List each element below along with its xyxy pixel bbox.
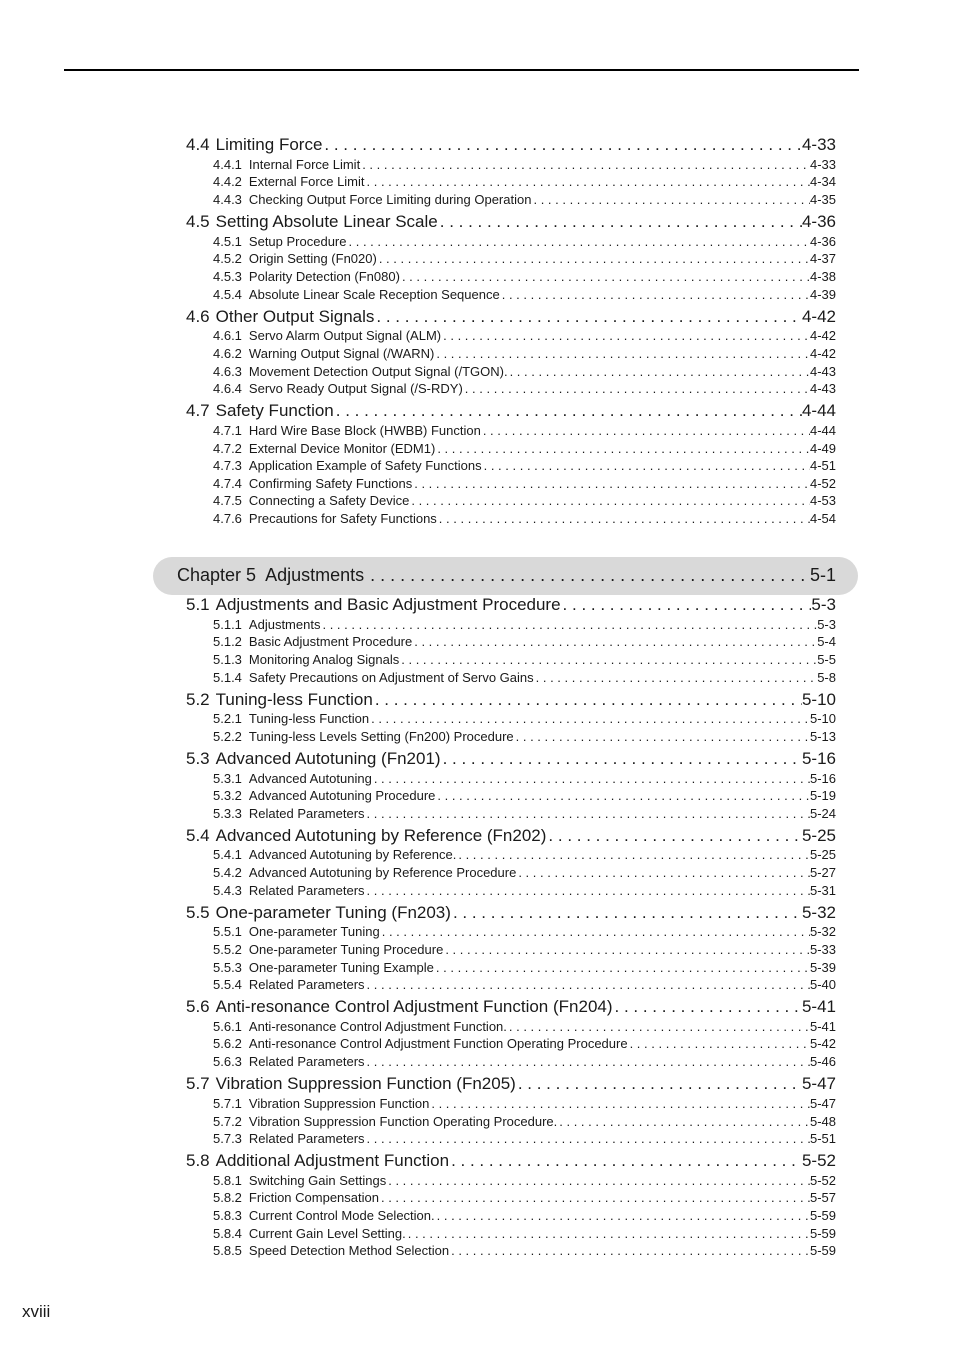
toc-entry-number: 5.2.1 (213, 711, 242, 726)
toc-entry-title: Tuning-less Function (215, 690, 373, 709)
toc-entry-title: Related Parameters (248, 1054, 365, 1069)
toc-section[interactable] (186, 307, 836, 329)
toc-subsection[interactable] (213, 364, 836, 381)
leader-dots (441, 328, 810, 343)
toc-entry-title: Related Parameters (248, 1131, 365, 1146)
toc-entry-title: Safety Precautions on Adjustment of Servo Gains (248, 670, 534, 685)
toc-subsection[interactable] (213, 346, 836, 363)
toc-entry-title: Additional Adjustment Function (215, 1151, 450, 1170)
toc-entry-title: Adjustments (248, 617, 321, 632)
leader-dots (373, 690, 802, 710)
leader-dots (379, 1190, 810, 1205)
toc-entry-page: 5-16 (809, 771, 836, 786)
toc-subsection[interactable] (213, 423, 836, 440)
toc-entry-page: 5-40 (809, 977, 836, 992)
toc-entry-title: One-parameter Tuning (248, 924, 380, 939)
toc-entry-title: Advanced Autotuning (248, 771, 372, 786)
toc-subsection[interactable] (213, 1036, 836, 1053)
toc-entry-number: 4.6.2 (213, 346, 242, 361)
toc-entry-number: 5.8.2 (213, 1190, 242, 1205)
toc-entry-number: 5.3 (186, 749, 210, 768)
toc-entry-number: 4.4.1 (213, 157, 242, 172)
toc-subsection[interactable] (213, 1173, 836, 1190)
toc-entry-title: Adjustments and Basic Adjustment Procedure (215, 595, 561, 614)
toc-entry-number: 4.7.6 (213, 511, 242, 526)
toc-entry-title: Limiting Force (215, 135, 323, 154)
toc-subsection[interactable] (213, 269, 836, 286)
toc-entry-page: 5-52 (801, 1151, 836, 1170)
leader-dots (435, 441, 810, 456)
toc-entry-page: 4-36 (809, 234, 836, 249)
leader-dots (438, 212, 802, 232)
toc-entry-title: Absolute Linear Scale Reception Sequence (248, 287, 500, 302)
toc-entry-title: Tuning-less Levels Setting (Fn200) Procedure (248, 729, 514, 744)
toc-subsection[interactable] (213, 192, 836, 209)
toc-entry-page: 5-8 (817, 670, 836, 685)
chapter-page: 5-1 (809, 565, 836, 585)
toc-subsection[interactable] (213, 960, 836, 977)
toc-entry-title: External Device Monitor (EDM1) (248, 441, 436, 456)
toc-subsection[interactable] (213, 942, 836, 959)
toc-entry-number: 4.6.4 (213, 381, 242, 396)
toc-entry-number: 5.5 (186, 903, 210, 922)
toc-entry-number: 5.7 (186, 1074, 210, 1093)
toc-entry-number: 4.7 (186, 401, 210, 420)
toc-subsection[interactable] (213, 711, 836, 728)
toc-entry-number: 5.6.3 (213, 1054, 242, 1069)
leader-dots (347, 234, 810, 249)
toc-entry-page: 4-33 (801, 135, 836, 154)
toc-entry-number: 5.8.5 (213, 1243, 242, 1258)
leader-dots (507, 1019, 810, 1034)
leader-dots (531, 192, 810, 207)
toc-entry-page: 5-32 (801, 903, 836, 922)
toc-entry-number: 5.5.2 (213, 942, 242, 957)
toc-subsection[interactable] (213, 441, 836, 458)
toc-subsection[interactable] (213, 865, 836, 882)
toc-entry-page: 5-13 (809, 729, 836, 744)
toc-entry-number: 5.6.2 (213, 1036, 242, 1051)
toc-subsection[interactable] (213, 788, 836, 805)
leader-dots (516, 1074, 802, 1094)
toc-entry-page: 5-5 (817, 652, 836, 667)
leader-dots (365, 883, 810, 898)
toc-entry-page: 4-51 (809, 458, 836, 473)
toc-subsection[interactable] (213, 511, 836, 528)
toc-entry-number: 5.8.4 (213, 1226, 242, 1241)
toc-section[interactable] (186, 749, 836, 771)
toc-entry-number: 5.8.3 (213, 1208, 242, 1223)
toc-entry-title: Origin Setting (Fn020) (248, 251, 377, 266)
toc-entry-page: 5-31 (809, 883, 836, 898)
toc-entry-page: 5-16 (801, 749, 836, 768)
leader-dots (561, 595, 812, 615)
toc-entry-title: Advanced Autotuning Procedure (248, 788, 436, 803)
toc-entry-title: Setting Absolute Linear Scale (215, 212, 438, 231)
toc-entry-number: 4.6.3 (213, 364, 242, 379)
toc-section[interactable] (186, 1151, 836, 1173)
toc-entry-title: One-parameter Tuning (Fn203) (215, 903, 451, 922)
toc-entry-page: 4-53 (809, 493, 836, 508)
toc-entry-title: Vibration Suppression Function Operating Procedure. (248, 1114, 558, 1129)
toc-subsection[interactable] (213, 617, 836, 634)
leader-dots (500, 287, 810, 302)
toc-entry-title: Related Parameters (248, 806, 365, 821)
toc-entry-page: 5-27 (809, 865, 836, 880)
leader-dots (613, 997, 802, 1017)
toc-entry-page: 4-54 (809, 511, 836, 526)
toc-entry-number: 5.4.2 (213, 865, 242, 880)
toc-subsection[interactable] (213, 476, 836, 493)
toc-entry-page: 4-43 (809, 381, 836, 396)
toc-entry-title: Application Example of Safety Functions (248, 458, 482, 473)
toc-subsection[interactable] (213, 771, 836, 788)
toc-entry-number: 5.8.1 (213, 1173, 242, 1188)
toc-entry-number: 4.5 (186, 212, 210, 231)
toc-subsection[interactable] (213, 234, 836, 251)
leader-dots (365, 806, 810, 821)
toc-entry-page: 5-59 (809, 1243, 836, 1258)
leader-dots (429, 1096, 810, 1111)
toc-entry-title: Friction Compensation (248, 1190, 379, 1205)
toc-section[interactable] (186, 997, 836, 1019)
leader-dots (449, 1243, 810, 1258)
toc-subsection[interactable] (213, 634, 836, 651)
leader-dots (508, 364, 810, 379)
toc-entry-title: Advanced Autotuning (Fn201) (215, 749, 441, 768)
leader-dots (365, 977, 810, 992)
toc-subsection[interactable] (213, 670, 836, 687)
toc-entry-number: 5.6.1 (213, 1019, 242, 1034)
toc-entry-number: 4.4.2 (213, 174, 242, 189)
toc-entry-title: Servo Ready Output Signal (/S-RDY) (248, 381, 463, 396)
toc-entry-number: 4.7.5 (213, 493, 242, 508)
toc-entry-number: 5.3.1 (213, 771, 242, 786)
toc-entry-page: 5-32 (809, 924, 836, 939)
toc-entry-title: Movement Detection Output Signal (/TGON). (248, 364, 508, 379)
toc-entry-title: Anti-resonance Control Adjustment Function. (248, 1019, 507, 1034)
toc-subsection[interactable] (213, 977, 836, 994)
toc-subsection[interactable] (213, 924, 836, 941)
toc-entry-title: Polarity Detection (Fn080) (248, 269, 400, 284)
toc-section[interactable] (186, 401, 836, 423)
leader-dots (360, 157, 810, 172)
toc-entry-number: 4.6 (186, 307, 210, 326)
leader-dots (322, 135, 802, 155)
leader-dots (374, 307, 802, 327)
toc-subsection[interactable] (213, 652, 836, 669)
toc-entry-title: Basic Adjustment Procedure (248, 634, 413, 649)
leader-dots (437, 511, 810, 526)
page-number: xviii (22, 1302, 51, 1321)
chapter-title: Adjustments (265, 565, 365, 585)
toc-entry-title: Other Output Signals (215, 307, 375, 326)
toc-chapter-heading[interactable] (177, 565, 836, 589)
toc-entry-number: 5.1.3 (213, 652, 242, 667)
toc-entry-number: 4.7.3 (213, 458, 242, 473)
toc-entry-number: 5.5.4 (213, 977, 242, 992)
toc-subsection[interactable] (213, 174, 836, 191)
toc-entry-page: 4-42 (809, 328, 836, 343)
toc-entry-page: 4-44 (801, 401, 836, 420)
leader-dots (628, 1036, 810, 1051)
toc-entry-page: 5-48 (809, 1114, 836, 1129)
leader-dots (372, 771, 810, 786)
toc-entry-page: 4-34 (809, 174, 836, 189)
leader-dots (377, 251, 810, 266)
toc-entry-title: Vibration Suppression Function (248, 1096, 430, 1111)
toc-entry-number: 5.2.2 (213, 729, 242, 744)
header-rule (64, 69, 859, 71)
leader-dots (516, 865, 810, 880)
toc-entry-title: Advanced Autotuning by Reference Procedure (248, 865, 517, 880)
toc-subsection[interactable] (213, 1208, 836, 1225)
toc-entry-number: 5.1.4 (213, 670, 242, 685)
toc-entry-page: 4-42 (801, 307, 836, 326)
toc-entry-page: 4-39 (809, 287, 836, 302)
toc-subsection[interactable] (213, 1114, 836, 1131)
leader-dots (412, 476, 810, 491)
toc-section[interactable] (186, 595, 836, 617)
toc-entry-page: 5-24 (809, 806, 836, 821)
toc-subsection[interactable] (213, 883, 836, 900)
toc-entry-number: 5.4.1 (213, 847, 242, 862)
toc-entry-number: 5.3.2 (213, 788, 242, 803)
toc-entry-title: Precautions for Safety Functions (248, 511, 437, 526)
toc-entry-number: 5.7.2 (213, 1114, 242, 1129)
toc-entry-number: 5.1 (186, 595, 210, 614)
toc-entry-title: Hard Wire Base Block (HWBB) Function (248, 423, 481, 438)
toc-entry-page: 5-39 (809, 960, 836, 975)
toc-subsection[interactable] (213, 1131, 836, 1148)
leader-dots (443, 942, 810, 957)
toc-entry-number: 5.1.2 (213, 634, 242, 649)
toc-entry-number: 4.6.1 (213, 328, 242, 343)
leader-dots (514, 729, 810, 744)
toc-entry-number: 5.8 (186, 1151, 210, 1170)
toc-subsection[interactable] (213, 381, 836, 398)
toc-entry-page: 4-44 (809, 423, 836, 438)
toc-entry-page: 4-37 (809, 251, 836, 266)
toc-section[interactable] (186, 135, 836, 157)
toc-section[interactable] (186, 903, 836, 925)
toc-entry-title: Anti-resonance Control Adjustment Function (Fn204) (215, 997, 613, 1016)
toc-entry-title: Related Parameters (248, 883, 365, 898)
leader-dots (406, 1226, 810, 1241)
toc-section[interactable] (186, 826, 836, 848)
toc-entry-page: 4-33 (809, 157, 836, 172)
toc-subsection[interactable] (213, 251, 836, 268)
toc-entry-title: Speed Detection Method Selection (248, 1243, 450, 1258)
toc-subsection[interactable] (213, 1096, 836, 1113)
chapter-number: Chapter 5 (177, 565, 257, 585)
toc-entry-page: 5-3 (811, 595, 836, 614)
leader-dots (400, 269, 810, 284)
toc-entry-number: 4.5.4 (213, 287, 242, 302)
toc-entry-title: Connecting a Safety Device (248, 493, 410, 508)
leader-dots (482, 458, 810, 473)
toc-entry-page: 5-47 (801, 1074, 836, 1093)
leader-dots (386, 1173, 810, 1188)
leader-dots (481, 423, 810, 438)
leader-dots (434, 960, 810, 975)
leader-dots (365, 174, 810, 189)
toc-entry-title: One-parameter Tuning Procedure (248, 942, 444, 957)
toc-subsection[interactable] (213, 287, 836, 304)
toc-subsection[interactable] (213, 1243, 836, 1260)
toc-entry-title: Servo Alarm Output Signal (ALM) (248, 328, 442, 343)
toc-entry-title: Current Gain Level Setting. (248, 1226, 406, 1241)
toc-entry-page: 5-59 (809, 1208, 836, 1223)
toc-entry-page: 5-57 (809, 1190, 836, 1205)
toc-entry-title: Switching Gain Settings (248, 1173, 387, 1188)
toc-entry-page: 4-38 (809, 269, 836, 284)
toc-entry-title: Tuning-less Function (248, 711, 370, 726)
toc-entry-title: Related Parameters (248, 977, 365, 992)
leader-dots (441, 749, 802, 769)
leader-dots (365, 1131, 810, 1146)
toc-entry-page: 5-3 (817, 617, 836, 632)
toc-subsection[interactable] (213, 1190, 836, 1207)
toc-subsection[interactable] (213, 157, 836, 174)
toc-entry-number: 4.5.1 (213, 234, 242, 249)
toc-entry-page: 5-47 (809, 1096, 836, 1111)
toc-entry-number: 5.2 (186, 690, 210, 709)
toc-entry-page: 5-52 (809, 1173, 836, 1188)
toc-entry-page: 5-33 (809, 942, 836, 957)
toc-subsection[interactable] (213, 458, 836, 475)
toc-entry-number: 5.4 (186, 826, 210, 845)
leader-dots (434, 346, 810, 361)
toc-section[interactable] (186, 212, 836, 234)
toc-entry-page: 5-19 (809, 788, 836, 803)
leader-dots (463, 381, 810, 396)
toc-entry-page: 4-36 (801, 212, 836, 231)
toc-entry-number: 4.5.2 (213, 251, 242, 266)
toc-subsection[interactable] (213, 729, 836, 746)
toc-entry-number: 4.4 (186, 135, 210, 154)
toc-entry-number: 5.1.1 (213, 617, 242, 632)
toc-entry-title: One-parameter Tuning Example (248, 960, 434, 975)
toc-entry-number: 4.5.3 (213, 269, 242, 284)
toc-entry-title: Vibration Suppression Function (Fn205) (215, 1074, 516, 1093)
toc-section[interactable] (186, 1074, 836, 1096)
toc-entry-number: 4.4.3 (213, 192, 242, 207)
leader-dots (369, 711, 810, 726)
toc-entry-page: 5-41 (801, 997, 836, 1016)
toc-entry-number: 5.5.1 (213, 924, 242, 939)
leader-dots (557, 1114, 810, 1129)
toc-entry-title: Warning Output Signal (/WARN) (248, 346, 435, 361)
leader-dots (399, 652, 817, 667)
toc-entry-page: 5-51 (809, 1131, 836, 1146)
toc-entry-title: Advanced Autotuning by Reference (Fn202) (215, 826, 547, 845)
toc-subsection[interactable] (213, 328, 836, 345)
toc-entry-page: 4-42 (809, 346, 836, 361)
toc-entry-number: 5.7.3 (213, 1131, 242, 1146)
leader-dots (334, 401, 802, 421)
toc-entry-title: External Force Limit (248, 174, 365, 189)
toc-entry-number: 4.7.2 (213, 441, 242, 456)
toc-entry-title: Internal Force Limit (248, 157, 361, 172)
toc-entry-number: 5.5.3 (213, 960, 242, 975)
toc-section[interactable] (186, 690, 836, 712)
toc-entry-title: Advanced Autotuning by Reference. (248, 847, 457, 862)
toc-entry-number: 5.6 (186, 997, 210, 1016)
leader-dots (364, 565, 810, 586)
toc-entry-title: Safety Function (215, 401, 334, 420)
toc-entry-page: 4-43 (809, 364, 836, 379)
toc-entry-title: Setup Procedure (248, 234, 347, 249)
toc-entry-page: 5-59 (809, 1226, 836, 1241)
toc-entry-title: Current Control Mode Selection. (248, 1208, 435, 1223)
leader-dots (435, 788, 810, 803)
toc-entry-page: 5-41 (809, 1019, 836, 1034)
leader-dots (451, 903, 802, 923)
leader-dots (412, 634, 817, 649)
toc-entry-title: Checking Output Force Limiting during Operation (248, 192, 532, 207)
leader-dots (320, 617, 817, 632)
leader-dots (365, 1054, 810, 1069)
toc-entry-page: 5-42 (809, 1036, 836, 1051)
toc-subsection[interactable] (213, 1054, 836, 1071)
leader-dots (546, 826, 802, 846)
leader-dots (449, 1151, 802, 1171)
toc-subsection[interactable] (213, 1019, 836, 1036)
toc-entry-title: Anti-resonance Control Adjustment Function Operating Procedure (248, 1036, 628, 1051)
leader-dots (456, 847, 810, 862)
toc-entry-page: 5-25 (809, 847, 836, 862)
toc-subsection[interactable] (213, 806, 836, 823)
toc-entry-number: 4.7.1 (213, 423, 242, 438)
toc-subsection[interactable] (213, 847, 836, 864)
toc-entry-title: Confirming Safety Functions (248, 476, 413, 491)
leader-dots (409, 493, 810, 508)
toc-entry-page: 5-10 (809, 711, 836, 726)
toc-entry-number: 5.4.3 (213, 883, 242, 898)
toc-entry-page: 4-35 (809, 192, 836, 207)
toc-entry-number: 5.7.1 (213, 1096, 242, 1111)
toc-entry-page: 5-25 (801, 826, 836, 845)
toc-entry-page: 5-4 (817, 634, 836, 649)
toc-subsection[interactable] (213, 493, 836, 510)
toc-entry-title: Monitoring Analog Signals (248, 652, 400, 667)
toc-entry-number: 4.7.4 (213, 476, 242, 491)
leader-dots (380, 924, 810, 939)
toc-entry-page: 4-52 (809, 476, 836, 491)
toc-entry-page: 5-46 (809, 1054, 836, 1069)
leader-dots (435, 1208, 810, 1223)
toc-entry-number: 5.3.3 (213, 806, 242, 821)
leader-dots (534, 670, 818, 685)
toc-subsection[interactable] (213, 1226, 836, 1243)
toc-entry-page: 5-10 (801, 690, 836, 709)
toc-entry-page: 4-49 (809, 441, 836, 456)
